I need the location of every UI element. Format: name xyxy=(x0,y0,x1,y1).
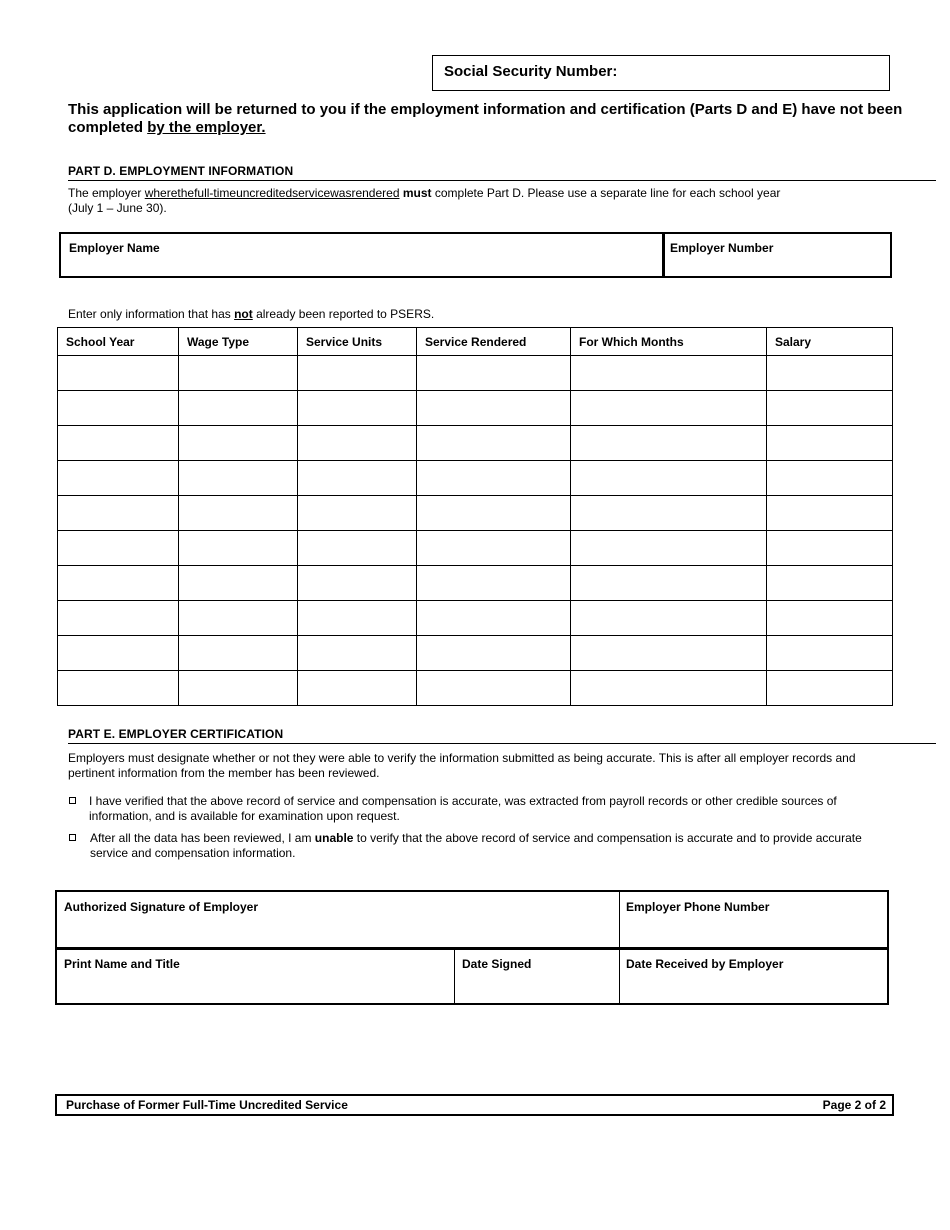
authorized-signature-label: Authorized Signature of Employer xyxy=(64,900,259,914)
signature-divider-horizontal xyxy=(57,947,887,950)
table-cell[interactable] xyxy=(58,356,179,391)
table-cell[interactable] xyxy=(58,671,179,706)
part-d-intro-start: The employer xyxy=(68,186,145,200)
date-signed-label: Date Signed xyxy=(462,957,532,971)
table-cell[interactable] xyxy=(298,531,417,566)
table-cell[interactable] xyxy=(298,601,417,636)
table-cell[interactable] xyxy=(571,671,767,706)
table-cell[interactable] xyxy=(298,356,417,391)
table-cell[interactable] xyxy=(767,391,893,426)
table-cell[interactable] xyxy=(417,496,571,531)
table-cell[interactable] xyxy=(571,496,767,531)
part-e-rule xyxy=(68,743,936,744)
table-cell[interactable] xyxy=(298,426,417,461)
table-row xyxy=(58,531,893,566)
table-cell[interactable] xyxy=(417,531,571,566)
part-e-intro xyxy=(68,751,928,781)
table-cell[interactable] xyxy=(298,636,417,671)
table-body xyxy=(58,356,893,706)
table-cell[interactable] xyxy=(58,566,179,601)
table-cell[interactable] xyxy=(179,356,298,391)
footer-form-title: Purchase of Former Full-Time Uncredited Service xyxy=(66,1098,348,1112)
table-row xyxy=(58,461,893,496)
table-cell[interactable] xyxy=(298,671,417,706)
table-cell[interactable] xyxy=(571,531,767,566)
table-cell[interactable] xyxy=(571,391,767,426)
table-note-end: already been reported to PSERS. xyxy=(252,307,435,321)
table-cell[interactable] xyxy=(417,391,571,426)
table-cell[interactable] xyxy=(767,496,893,531)
part-d-intro-bold: must xyxy=(402,186,432,200)
part-d-intro-underlined: wherethefull-timeuncreditedservicewasrendered xyxy=(144,186,400,200)
table-cell[interactable] xyxy=(767,601,893,636)
table-cell[interactable] xyxy=(767,461,893,496)
table-cell[interactable] xyxy=(767,426,893,461)
table-cell[interactable] xyxy=(767,671,893,706)
table-cell[interactable] xyxy=(179,636,298,671)
table-cell[interactable] xyxy=(179,426,298,461)
table-cell[interactable] xyxy=(571,601,767,636)
unable-checkbox[interactable] xyxy=(69,834,76,841)
table-cell[interactable] xyxy=(179,391,298,426)
footer-page-label: Page 2 of 2 xyxy=(822,1098,886,1112)
unable-option-bold: unable xyxy=(314,831,354,845)
table-cell[interactable] xyxy=(58,426,179,461)
table-cell[interactable] xyxy=(417,426,571,461)
verified-option-line1: I have verified that the above record of service and compensation is accurate, was extracted from payroll records or other credible sources of xyxy=(89,794,837,808)
table-note-bold: not xyxy=(234,307,253,321)
table-cell[interactable] xyxy=(571,566,767,601)
verified-option-line2: information, and is available for examination upon request. xyxy=(89,809,400,823)
col-header: Service Units xyxy=(298,328,417,356)
date-received-label: Date Received by Employer xyxy=(626,957,784,971)
signature-divider-date xyxy=(454,949,455,1005)
col-header: Service Rendered xyxy=(417,328,571,356)
table-cell[interactable] xyxy=(417,671,571,706)
print-name-label: Print Name and Title xyxy=(64,957,180,971)
table-cell[interactable] xyxy=(179,566,298,601)
table-row xyxy=(58,566,893,601)
employer-info-box xyxy=(59,232,892,278)
part-d-title: PART D. EMPLOYMENT INFORMATION xyxy=(68,164,294,178)
col-header: Wage Type xyxy=(179,328,298,356)
part-e-title: PART E. EMPLOYER CERTIFICATION xyxy=(68,727,284,741)
part-e-intro-line1: Employers must designate whether or not they were able to verify the information submitted as being accurate. This is after all employer records and xyxy=(68,751,856,765)
employer-box-divider xyxy=(662,234,665,276)
table-cell[interactable] xyxy=(767,531,893,566)
table-cell[interactable] xyxy=(417,356,571,391)
table-row xyxy=(58,636,893,671)
ssn-field[interactable] xyxy=(432,55,890,91)
table-row xyxy=(58,601,893,636)
table-note xyxy=(68,307,434,322)
table-cell[interactable] xyxy=(767,356,893,391)
verified-checkbox[interactable] xyxy=(69,797,76,804)
table-cell[interactable] xyxy=(179,496,298,531)
table-cell[interactable] xyxy=(571,636,767,671)
part-d-intro xyxy=(68,186,928,216)
unable-option-text xyxy=(90,831,920,861)
employer-phone-label: Employer Phone Number xyxy=(626,900,770,914)
table-row xyxy=(58,426,893,461)
table-note-start: Enter only information that has xyxy=(68,307,235,321)
table-cell[interactable] xyxy=(767,566,893,601)
table-row xyxy=(58,671,893,706)
table-cell[interactable] xyxy=(417,601,571,636)
employment-table xyxy=(57,327,893,706)
notice-text: This application will be returned to you if the employment information and certification (Parts D and E) have not been completed xyxy=(68,101,903,136)
employer-number-label: Employer Number xyxy=(670,241,774,255)
table-cell[interactable] xyxy=(298,461,417,496)
table-cell[interactable] xyxy=(58,636,179,671)
table-cell[interactable] xyxy=(417,461,571,496)
table-cell[interactable] xyxy=(417,636,571,671)
table-cell[interactable] xyxy=(417,566,571,601)
part-d-intro-line2: (July 1 – June 30). xyxy=(68,201,167,215)
table-cell[interactable] xyxy=(298,496,417,531)
table-cell[interactable] xyxy=(298,391,417,426)
table-row xyxy=(58,496,893,531)
table-cell[interactable] xyxy=(58,391,179,426)
table-cell[interactable] xyxy=(58,531,179,566)
table-cell[interactable] xyxy=(58,496,179,531)
table-cell[interactable] xyxy=(179,461,298,496)
unable-option-end: to verify that the above record of service and compensation is accurate and to provide accurate xyxy=(353,831,862,845)
table-row xyxy=(58,356,893,391)
col-header: Salary xyxy=(767,328,893,356)
table-cell[interactable] xyxy=(179,671,298,706)
col-header: For Which Months xyxy=(571,328,767,356)
return-notice xyxy=(68,101,908,137)
table-cell[interactable] xyxy=(58,461,179,496)
verified-option-text xyxy=(89,794,909,824)
part-d-rule xyxy=(68,180,936,181)
part-d-intro-end: complete Part D. Please use a separate line for each school year xyxy=(431,186,781,200)
table-cell[interactable] xyxy=(179,531,298,566)
table-cell[interactable] xyxy=(179,601,298,636)
unable-option-line2: service and compensation information. xyxy=(90,846,296,860)
table-row xyxy=(58,391,893,426)
table-header-row xyxy=(58,328,893,356)
signature-block xyxy=(55,890,889,1005)
notice-underlined-text: by the employer. xyxy=(147,119,266,136)
table-cell[interactable] xyxy=(58,601,179,636)
table-cell[interactable] xyxy=(298,566,417,601)
part-e-intro-line2: pertinent information from the member has been reviewed. xyxy=(68,766,380,780)
employer-name-label: Employer Name xyxy=(69,241,160,255)
table-cell[interactable] xyxy=(571,356,767,391)
table-cell[interactable] xyxy=(571,426,767,461)
unable-option-start: After all the data has been reviewed, I am xyxy=(90,831,315,845)
page-footer xyxy=(55,1094,894,1116)
table-cell[interactable] xyxy=(571,461,767,496)
table-cell[interactable] xyxy=(767,636,893,671)
ssn-label: Social Security Number: xyxy=(444,63,618,80)
col-header: School Year xyxy=(58,328,179,356)
